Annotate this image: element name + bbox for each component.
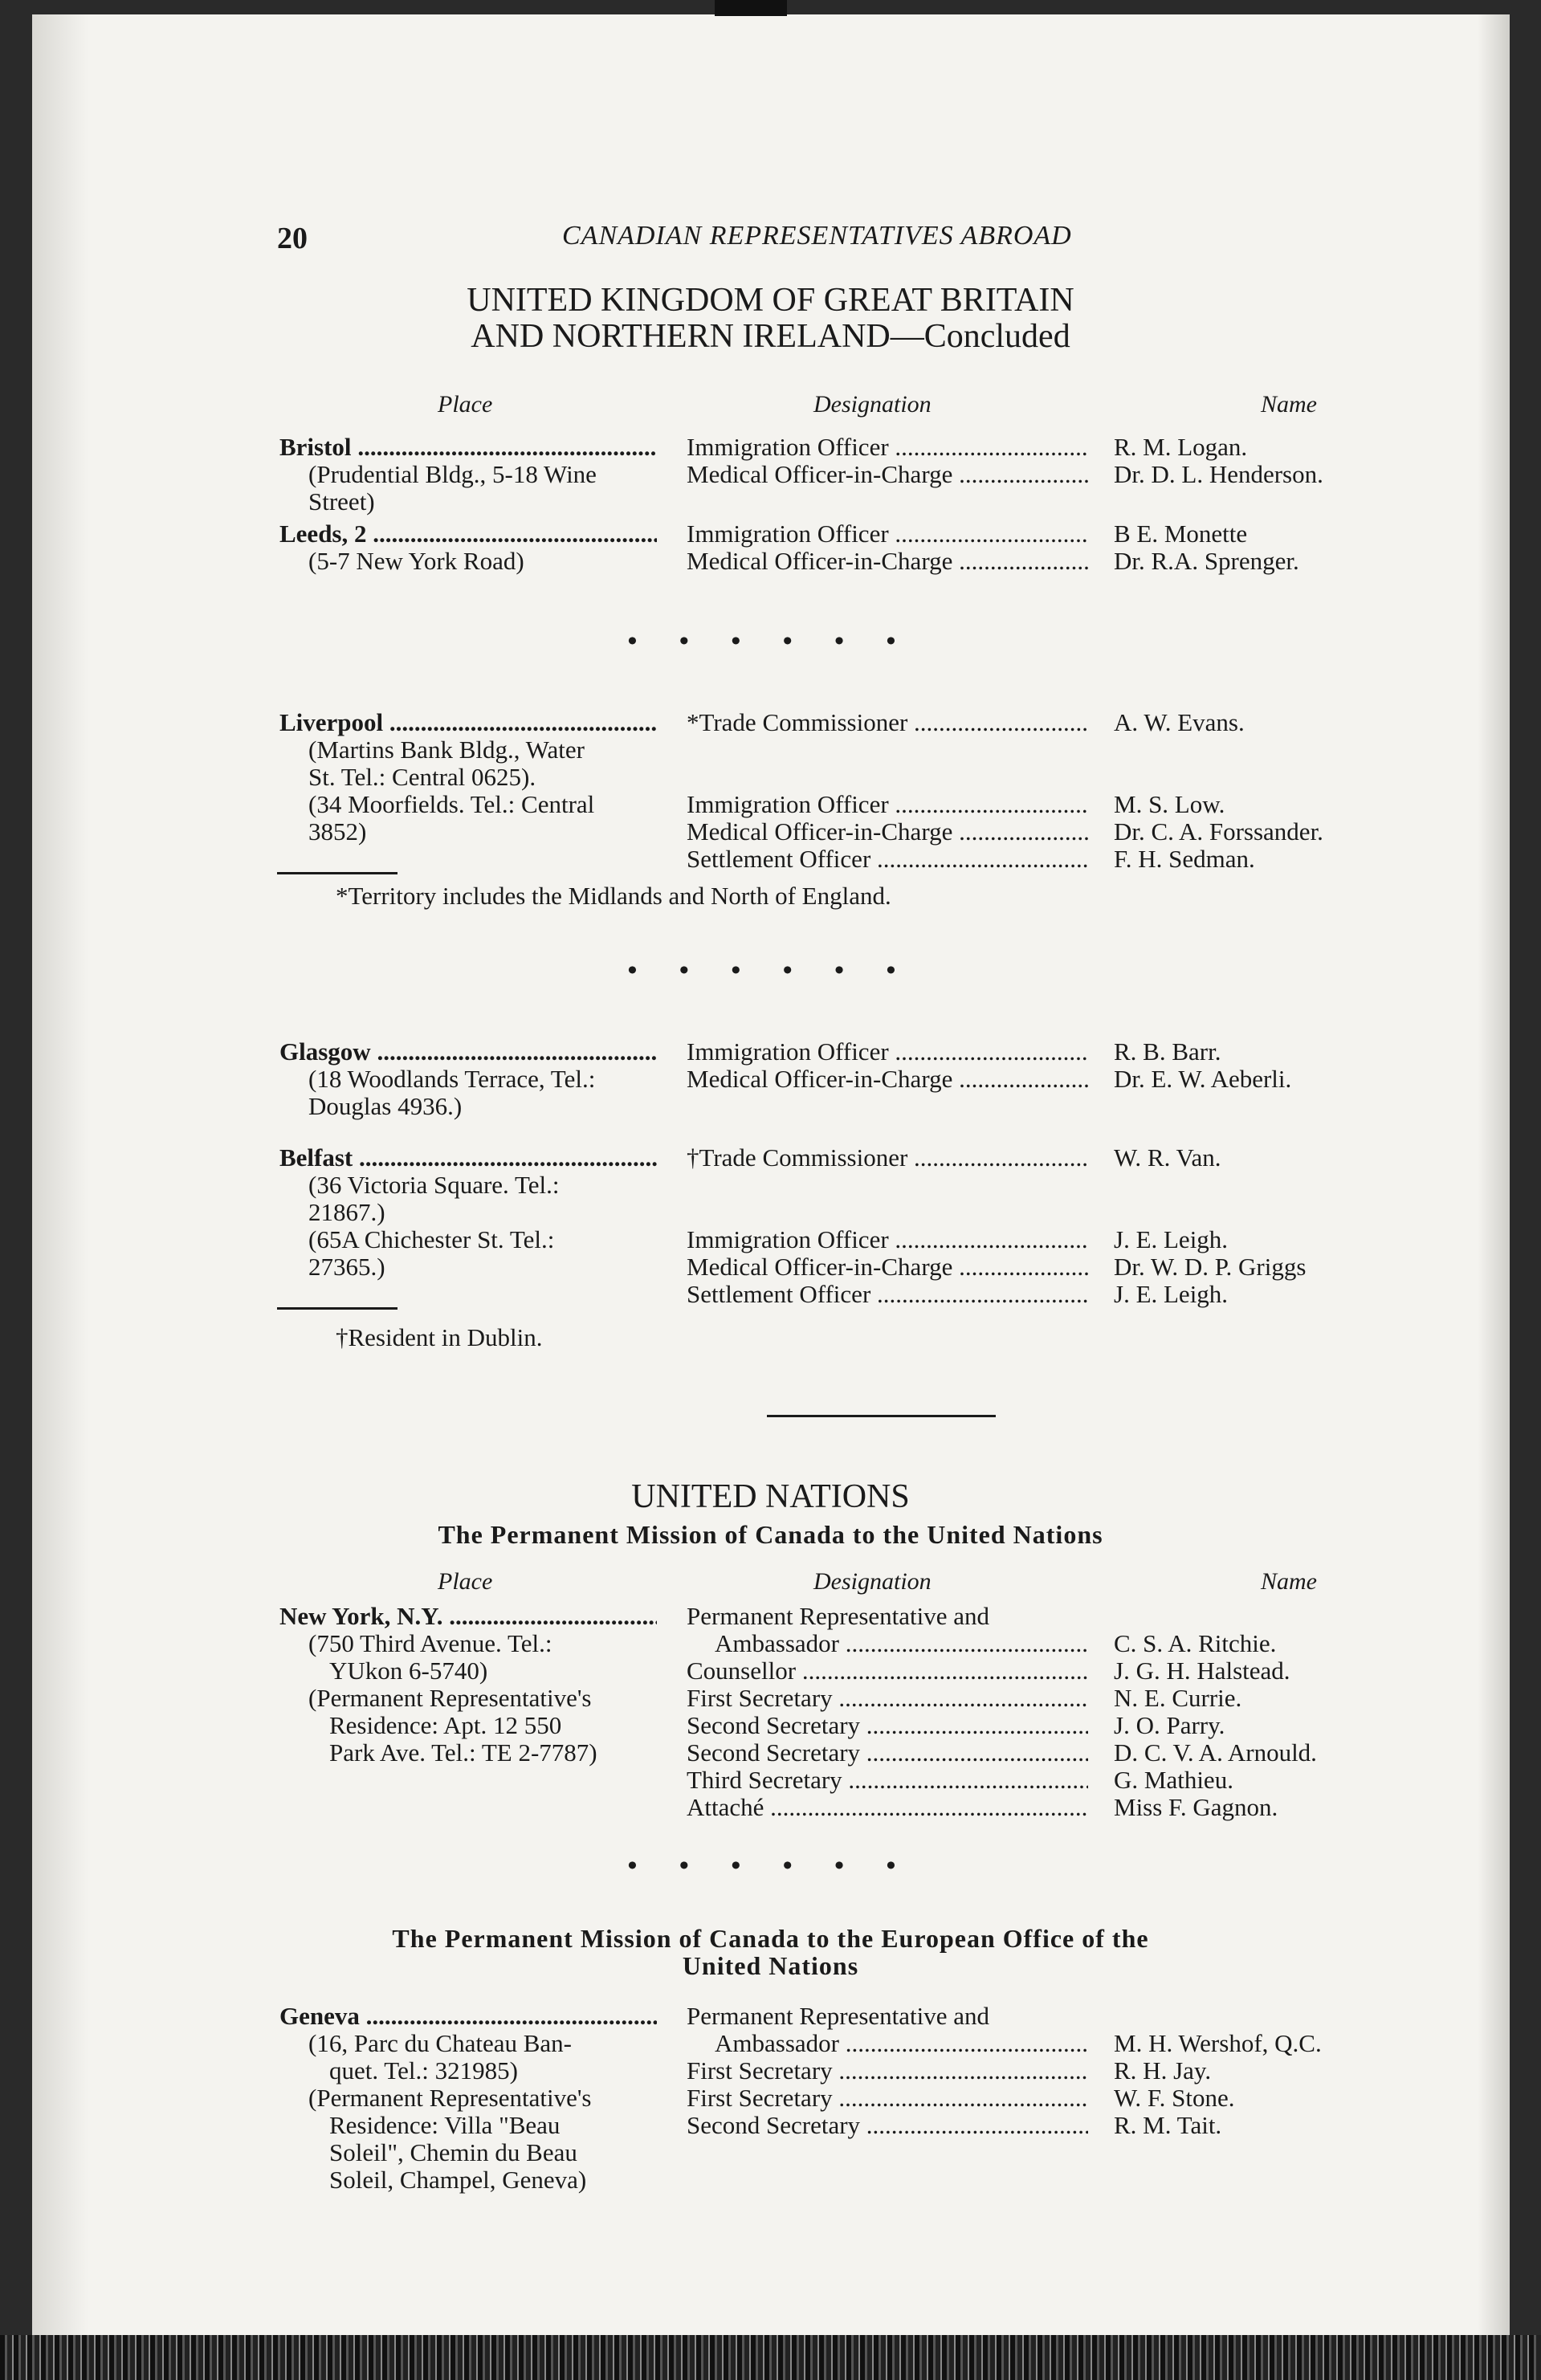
section-rule <box>767 1415 996 1417</box>
glasgow-address-line2: Douglas 4936.) <box>308 1092 463 1120</box>
name: Dr. R.A. Sprenger. <box>1114 547 1299 575</box>
name: J. O. Parry. <box>1114 1711 1225 1739</box>
designation: Second Secretary ..... <box>687 1739 1088 1767</box>
belfast-address-line1: (36 Victoria Square. Tel.: <box>308 1171 560 1199</box>
designation: First Secretary ..... <box>687 2085 1088 2112</box>
footnote-rule <box>277 1307 397 1310</box>
designation: Ambassador ..... <box>715 1630 1088 1657</box>
designation: Medical Officer-in-Charge ..... <box>687 1066 1088 1093</box>
name: J. G. H. Halstead. <box>1114 1657 1290 1685</box>
name: B E. Monette <box>1114 520 1248 548</box>
name: M. S. Low. <box>1114 790 1225 818</box>
page-number: 20 <box>277 222 308 255</box>
bristol-address-line1: (Prudential Bldg., 5-18 Wine <box>308 460 597 488</box>
designation: Medical Officer-in-Charge ..... <box>687 461 1088 488</box>
designation: Attaché ..... <box>687 1794 1088 1821</box>
place-belfast: Belfast ..... <box>279 1144 657 1172</box>
place-leeds: Leeds, 2 ..... <box>279 520 657 548</box>
geneva-address-line6: Soleil, Champel, Geneva) <box>329 2166 587 2194</box>
name: M. H. Wershof, Q.C. <box>1114 2029 1322 2057</box>
scan-artifact-bottom <box>0 2335 1541 2380</box>
uk-header-designation: Designation <box>813 391 932 418</box>
liverpool-address-line4: 3852) <box>308 817 367 846</box>
page-shadow-right <box>1478 14 1510 2335</box>
section-separator: • • • • • • <box>627 1851 914 1881</box>
uk-header-name: Name <box>1261 391 1317 418</box>
name: Dr. E. W. Aeberli. <box>1114 1065 1292 1093</box>
belfast-address-line4: 27365.) <box>308 1253 385 1281</box>
designation: Permanent Representative and <box>687 1602 990 1630</box>
place-new-york: New York, N.Y. ..... <box>279 1603 657 1630</box>
place-liverpool: Liverpool ..... <box>279 709 657 736</box>
place-bristol: Bristol ..... <box>279 434 657 461</box>
un-header-designation: Designation <box>813 1568 932 1595</box>
geneva-heading-line1: The Permanent Mission of Canada to the European Office of the <box>392 1924 1149 1953</box>
name: D. C. V. A. Arnould. <box>1114 1738 1317 1767</box>
liverpool-footnote: *Territory includes the Midlands and North of England. <box>336 882 891 910</box>
scanned-page <box>32 14 1510 2335</box>
geneva-address-line2: quet. Tel.: 321985) <box>329 2056 518 2085</box>
designation: Medical Officer-in-Charge ..... <box>687 548 1088 575</box>
designation: Ambassador ..... <box>715 2030 1088 2057</box>
geneva-heading-line2: United Nations <box>682 1951 859 1980</box>
name: W. F. Stone. <box>1114 2084 1235 2112</box>
newyork-address-line2: YUkon 6-5740) <box>329 1657 488 1685</box>
name: W. R. Van. <box>1114 1143 1221 1172</box>
uk-title-line1: UNITED KINGDOM OF GREAT BRITAIN <box>467 282 1074 319</box>
name: J. E. Leigh. <box>1114 1280 1229 1308</box>
designation: Immigration Officer ..... <box>687 520 1088 548</box>
name: A. W. Evans. <box>1114 708 1245 736</box>
designation: Permanent Representative and <box>687 2002 990 2030</box>
uk-title-line2: AND NORTHERN IRELAND—Concluded <box>471 318 1070 355</box>
un-subtitle: The Permanent Mission of Canada to the United Nations <box>438 1520 1103 1549</box>
name: Dr. C. A. Forssander. <box>1114 817 1323 846</box>
designation: Medical Officer-in-Charge ..... <box>687 818 1088 846</box>
designation: Second Secretary ..... <box>687 1712 1088 1739</box>
name: G. Mathieu. <box>1114 1766 1233 1794</box>
geneva-address-line4: Residence: Villa "Beau <box>329 2111 561 2139</box>
name: J. E. Leigh. <box>1114 1225 1229 1253</box>
name: R. M. Logan. <box>1114 433 1248 461</box>
scan-artifact-top <box>715 0 787 16</box>
belfast-footnote: †Resident in Dublin. <box>336 1323 543 1351</box>
un-header-place: Place <box>438 1568 493 1595</box>
designation: Immigration Officer ..... <box>687 434 1088 461</box>
geneva-address-line5: Soleil", Chemin du Beau <box>329 2138 577 2166</box>
liverpool-address-line3: (34 Moorfields. Tel.: Central <box>308 790 595 818</box>
designation: *Trade Commissioner ..... <box>687 709 1088 736</box>
designation: Third Secretary ..... <box>687 1767 1088 1794</box>
designation: Counsellor ..... <box>687 1657 1088 1685</box>
geneva-address-line1: (16, Parc du Chateau Ban- <box>308 2029 572 2057</box>
leeds-address-line1: (5-7 New York Road) <box>308 547 524 575</box>
liverpool-address-line2: St. Tel.: Central 0625). <box>308 763 536 791</box>
designation: Immigration Officer ..... <box>687 1226 1088 1253</box>
belfast-address-line2: 21867.) <box>308 1198 385 1226</box>
geneva-address-line3: (Permanent Representative's <box>308 2084 592 2112</box>
designation: Settlement Officer ..... <box>687 846 1088 873</box>
designation: Immigration Officer ..... <box>687 1038 1088 1066</box>
bristol-address-line2: Street) <box>308 487 375 516</box>
designation: †Trade Commissioner ..... <box>687 1144 1088 1172</box>
designation: Settlement Officer ..... <box>687 1281 1088 1308</box>
place-glasgow: Glasgow ..... <box>279 1038 657 1066</box>
name: Miss F. Gagnon. <box>1114 1793 1278 1821</box>
name: R. H. Jay. <box>1114 2056 1212 2085</box>
section-separator: • • • • • • <box>627 956 914 985</box>
name: R. B. Barr. <box>1114 1037 1221 1066</box>
name: F. H. Sedman. <box>1114 845 1255 873</box>
page-shadow-left <box>32 14 88 2335</box>
designation: Second Secretary ..... <box>687 2112 1088 2139</box>
uk-header-place: Place <box>438 391 493 418</box>
designation: First Secretary ..... <box>687 1685 1088 1712</box>
designation: First Secretary ..... <box>687 2057 1088 2085</box>
name: Dr. W. D. P. Griggs <box>1114 1253 1307 1281</box>
un-title: UNITED NATIONS <box>631 1478 910 1515</box>
section-separator: • • • • • • <box>627 626 914 656</box>
name: Dr. D. L. Henderson. <box>1114 460 1323 488</box>
name: R. M. Tait. <box>1114 2111 1222 2139</box>
designation: Medical Officer-in-Charge ..... <box>687 1253 1088 1281</box>
un-header-name: Name <box>1261 1568 1317 1595</box>
footnote-rule <box>277 872 397 874</box>
newyork-address-line1: (750 Third Avenue. Tel.: <box>308 1629 552 1657</box>
newyork-address-line5: Park Ave. Tel.: TE 2-7787) <box>329 1738 597 1767</box>
liverpool-address-line1: (Martins Bank Bldg., Water <box>308 736 585 764</box>
belfast-address-line3: (65A Chichester St. Tel.: <box>308 1225 555 1253</box>
running-head: CANADIAN REPRESENTATIVES ABROAD <box>562 221 1072 251</box>
place-geneva: Geneva ..... <box>279 2003 657 2030</box>
name: N. E. Currie. <box>1114 1684 1242 1712</box>
newyork-address-line3: (Permanent Representative's <box>308 1684 592 1712</box>
glasgow-address-line1: (18 Woodlands Terrace, Tel.: <box>308 1065 596 1093</box>
designation: Immigration Officer ..... <box>687 791 1088 818</box>
newyork-address-line4: Residence: Apt. 12 550 <box>329 1711 562 1739</box>
name: C. S. A. Ritchie. <box>1114 1629 1277 1657</box>
